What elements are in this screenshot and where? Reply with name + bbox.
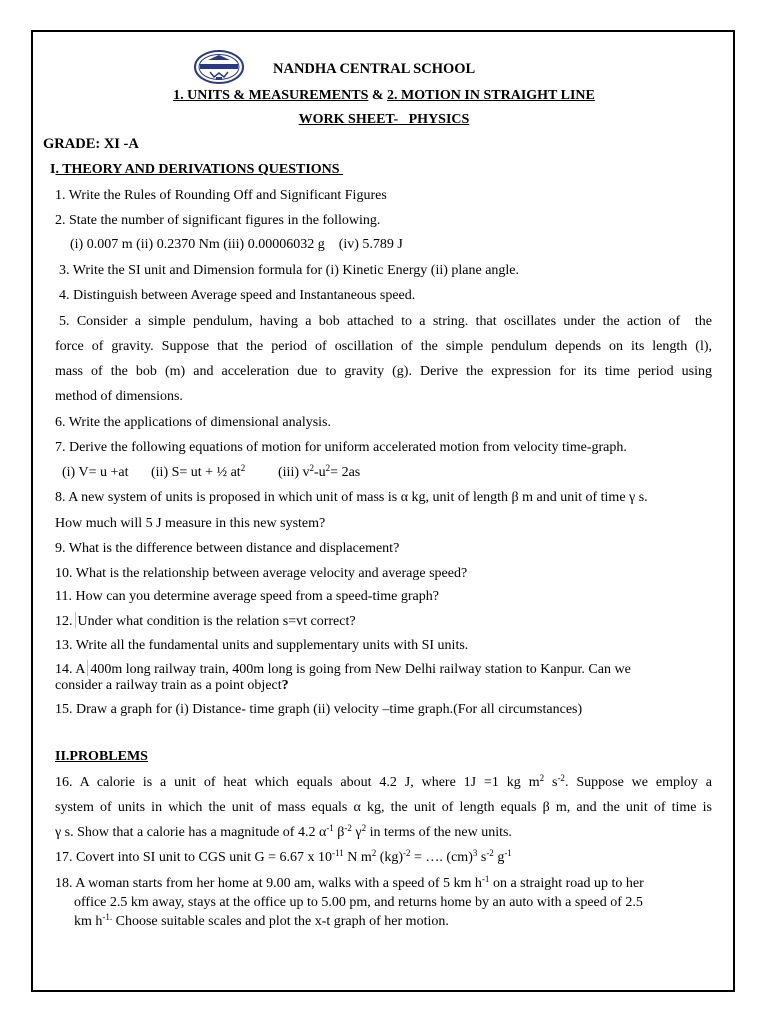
q18-l1-a: 18. A woman starts from her home at 9.00 am, walks with a speed of 5 km h [55, 876, 482, 891]
section1-title: . THEORY AND DERIVATIONS QUESTIONS [55, 162, 344, 177]
school-name: NANDHA CENTRAL SCHOOL [273, 61, 476, 77]
question-13: 13. Write all the fundamental units and supplementary units with SI units. [55, 638, 469, 653]
q14-number: 14. A [55, 662, 86, 677]
ampersand: & [371, 88, 384, 103]
question-5-line-1: 5. Consider a simple pendulum, having a bob attached to a string. that oscillates under the action of the [59, 314, 712, 329]
q17-a: 17 [55, 850, 69, 865]
q17-d: (kg) [376, 850, 404, 865]
question-2: 2. State the number of significant figures in the following. [55, 213, 381, 228]
question-8-line-2: How much will 5 J measure in this new system? [55, 516, 326, 531]
q16-l3-sup3: 2 [361, 823, 367, 833]
question-15: 15. Draw a graph for (i) Distance- time graph (ii) velocity –time graph.(For all circumstances) [55, 702, 583, 717]
q14-question-mark: ? [281, 678, 289, 693]
q18-l3-a: km h [74, 914, 103, 929]
q18-l1-sup: -1 [481, 874, 490, 884]
question-12 [55, 612, 356, 630]
unit1-title: 1. UNITS & MEASUREMENTS [173, 88, 369, 103]
q16-l3-sup2: -2 [344, 823, 352, 833]
question-16-line-3 [55, 824, 512, 841]
question-11: 11. How can you determine average speed from a speed-time graph? [55, 589, 439, 604]
section1-prefix: I [50, 162, 56, 177]
question-5-line-2: force of gravity. Suppose that the period of oscillation of the simple pendulum depends on its length (l), [55, 339, 712, 354]
section1-heading [50, 161, 343, 178]
question-1: 1. Write the Rules of Rounding Off and Significant Figures [55, 188, 387, 203]
question-8-line-1: 8. A new system of units is proposed in which unit of mass is α kg, unit of length β m and unit of time γ s. [55, 490, 648, 505]
q16-l1-b: s [544, 775, 558, 790]
school-logo [194, 50, 244, 84]
question-14-line-1 [55, 660, 631, 678]
q14-text: 400m long railway train, 400m long is going from New Delhi railway station to Kanpur. Can we [90, 662, 631, 677]
q17-sup1: -11 [332, 848, 344, 858]
q17-sup6: -1 [504, 848, 512, 858]
unit2-title: 2. MOTION IN STRAIGHT LINE [387, 88, 595, 103]
q17-sup3: -2 [403, 848, 411, 858]
question-5-line-3: mass of the bob (m) and acceleration due to gravity (g). Derive the expression for its time period using [55, 364, 712, 379]
question-14-line-2 [55, 677, 289, 694]
q17-b: . Covert into SI unit to CGS unit G = 6.67 x 10 [69, 850, 333, 865]
worksheet-title: WORK SHEET- PHYSICS [298, 112, 470, 127]
eq3-c: = 2as [330, 465, 361, 480]
eq3-sup1: 2 [309, 463, 314, 473]
q16-l1-sup1: 2 [539, 773, 545, 783]
question-6: 6. Write the applications of dimensional analysis. [55, 415, 332, 430]
eq3-a: (iii) v [278, 465, 310, 480]
question-16-line-2: system of units in which the unit of mass equals α kg, the unit of length equals β m, and the unit of time is [55, 800, 712, 815]
question-17 [55, 849, 512, 866]
eq2-text: (ii) S= ut + ½ at [151, 465, 241, 480]
q17-sup5: -2 [486, 848, 494, 858]
question-18-line-2: office 2.5 km away, stays at the office up to 5.00 pm, and returns home by an auto with a speed of 2.5 [74, 895, 643, 910]
q17-f: s [477, 850, 487, 865]
question-3: 3. Write the SI unit and Dimension formula for (i) Kinetic Energy (ii) plane angle. [59, 263, 520, 278]
q17-e: = …. (cm) [410, 850, 473, 865]
q16-l3-d: in terms of the new units. [366, 825, 512, 840]
q17-g: g [493, 850, 505, 865]
q18-l1-b: on a straight road up to her [489, 876, 644, 891]
q16-l3-c: γ [351, 825, 362, 840]
q16-l3-b: β [333, 825, 345, 840]
q18-l3-sup: -1. [102, 912, 113, 922]
q17-sup4: 3 [472, 848, 478, 858]
q16-l1-sup2: -2 [557, 773, 565, 783]
eq3-sup2: 2 [325, 463, 331, 473]
question-10: 10. What is the relationship between average velocity and average speed? [55, 566, 468, 581]
question-7-equation-3 [278, 464, 360, 481]
section2-heading: II.PROBLEMS [55, 749, 148, 764]
q16-l3-a: γ s. Show that a calorie has a magnitude of 4.2 α [55, 825, 327, 840]
text-cursor [87, 660, 88, 676]
q14-line2-text: consider a railway train as a point object [55, 678, 282, 693]
question-4: 4. Distinguish between Average speed and Instantaneous speed. [59, 288, 416, 303]
eq2-sup: 2 [240, 463, 246, 473]
q18-l3-b: Choose suitable scales and plot the x-t graph of her motion. [112, 914, 449, 929]
grade-label: GRADE: XI -A [43, 136, 139, 152]
text-cursor [75, 612, 76, 628]
question-18-line-1 [55, 875, 644, 892]
question-7-equation-1: (i) V= u +at [62, 465, 129, 480]
question-7: 7. Derive the following equations of motion for uniform accelerated motion from velocity time-graph. [55, 440, 627, 455]
question-18-line-3 [74, 913, 449, 930]
eq3-b: -u [314, 465, 326, 480]
q12-text: Under what condition is the relation s=vt correct? [77, 614, 356, 629]
q12-number: 12. [55, 614, 73, 629]
question-5-line-4: method of dimensions. [55, 389, 183, 404]
q16-l1-c: . Suppose we employ a [564, 775, 712, 790]
q16-l3-sup1: -1 [326, 823, 334, 833]
q17-sup2: 2 [371, 848, 377, 858]
question-16-line-1 [55, 774, 712, 791]
q17-c: N m [343, 850, 372, 865]
question-9: 9. What is the difference between distance and displacement? [55, 541, 400, 556]
q16-l1-a: 16. A calorie is a unit of heat which equals about 4.2 J, where 1J =1 kg m [55, 775, 540, 790]
question-7-equation-2 [151, 464, 245, 481]
question-2-parts: (i) 0.007 m (ii) 0.2370 Nm (iii) 0.00006032 g (iv) 5.789 J [70, 237, 403, 252]
units-title [0, 87, 768, 104]
